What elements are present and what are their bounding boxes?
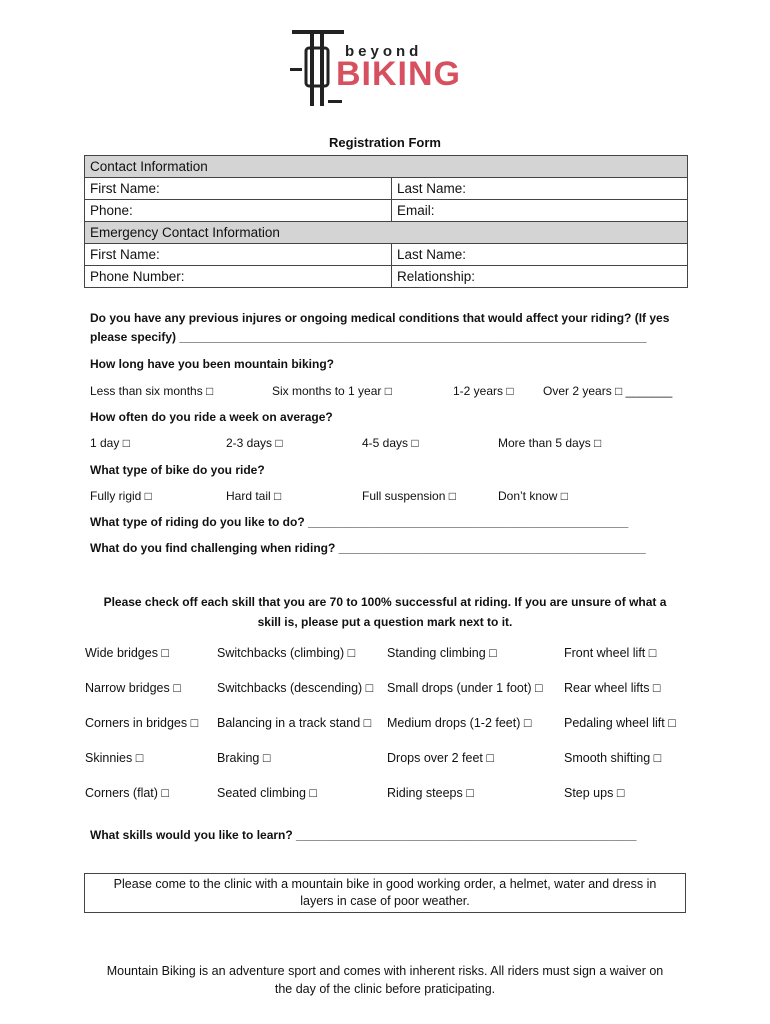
skill-checkbox[interactable]: Small drops (under 1 foot) □: [387, 681, 543, 695]
skill-checkbox[interactable]: Pedaling wheel lift □: [564, 716, 676, 730]
emergency-phone-field[interactable]: Phone Number:: [85, 266, 392, 288]
email-field[interactable]: Email:: [392, 200, 688, 222]
clinic-note-line2: layers in case of poor weather.: [300, 894, 470, 908]
bike-type-option[interactable]: Fully rigid □: [90, 489, 152, 503]
skill-checkbox[interactable]: Corners in bridges □: [85, 716, 199, 730]
first-name-field[interactable]: First Name:: [85, 178, 392, 200]
how-often-option[interactable]: More than 5 days □: [498, 436, 602, 450]
emergency-section-header: Emergency Contact Information: [85, 222, 688, 244]
relationship-field[interactable]: Relationship:: [392, 266, 688, 288]
clinic-note-line1: Please come to the clinic with a mountain bike in good working order, a helmet, water and dress in: [113, 877, 657, 891]
how-long-option[interactable]: 1-2 years □: [453, 384, 514, 398]
logo-biking-text: BIKING: [336, 55, 461, 93]
skill-checkbox[interactable]: Riding steeps □: [387, 786, 474, 800]
how-often-option[interactable]: 4-5 days □: [362, 436, 419, 450]
form-title: Registration Form: [329, 135, 441, 150]
skill-checkbox[interactable]: Narrow bridges □: [85, 681, 181, 695]
skill-checkbox[interactable]: Switchbacks (climbing) □: [217, 646, 356, 660]
emergency-last-name-field[interactable]: Last Name:: [392, 244, 688, 266]
learn-question[interactable]: What skills would you like to learn? ___________________________________________________: [90, 828, 637, 842]
skill-checkbox[interactable]: Switchbacks (descending) □: [217, 681, 374, 695]
bike-type-option[interactable]: Hard tail □: [226, 489, 282, 503]
bike-type-option[interactable]: Full suspension □: [362, 489, 456, 503]
skill-checkbox[interactable]: Braking □: [217, 751, 271, 765]
how-often-option[interactable]: 2-3 days □: [226, 436, 283, 450]
phone-field[interactable]: Phone:: [85, 200, 392, 222]
skill-checkbox[interactable]: Drops over 2 feet □: [387, 751, 494, 765]
waiver-footer: [0, 962, 770, 998]
emergency-first-name-field[interactable]: First Name:: [85, 244, 392, 266]
injury-question-line1: Do you have any previous injures or ongoing medical conditions that would affect your riding? (If yes: [90, 311, 670, 325]
bike-type-option[interactable]: Don’t know □: [498, 489, 568, 503]
how-often-question: How often do you ride a week on average?: [90, 410, 333, 424]
skill-checkbox[interactable]: Skinnies □: [85, 751, 144, 765]
how-long-option[interactable]: Six months to 1 year □: [272, 384, 392, 398]
skill-checkbox[interactable]: Front wheel lift □: [564, 646, 657, 660]
challenging-question[interactable]: What do you find challenging when riding? ______________________________________________: [90, 541, 646, 555]
skill-checkbox[interactable]: Step ups □: [564, 786, 625, 800]
last-name-field[interactable]: Last Name:: [392, 178, 688, 200]
contact-section-header: Contact Information: [85, 156, 688, 178]
waiver-line2: the day of the clinic before praticipating.: [274, 982, 496, 996]
bike-type-question: What type of bike do you ride?: [90, 463, 265, 477]
skill-checkbox[interactable]: Corners (flat) □: [85, 786, 169, 800]
skill-checkbox[interactable]: Medium drops (1-2 feet) □: [387, 716, 532, 730]
how-long-option[interactable]: Over 2 years □ _______: [543, 384, 673, 398]
skill-checkbox[interactable]: Wide bridges □: [85, 646, 169, 660]
skill-checkbox[interactable]: Smooth shifting □: [564, 751, 662, 765]
skill-checkbox[interactable]: Balancing in a track stand □: [217, 716, 372, 730]
skill-checkbox[interactable]: Seated climbing □: [217, 786, 317, 800]
how-often-option[interactable]: 1 day □: [90, 436, 130, 450]
skills-intro-line2: skill is, please put a question mark next to it.: [257, 615, 513, 629]
logo-beyond-text: beyond: [345, 43, 423, 60]
injury-question-line2[interactable]: please specify) ______________________________________________________________________: [90, 330, 647, 344]
skills-intro-line1: Please check off each skill that you are 70 to 100% successful at riding. If you are unsure of what a: [103, 595, 667, 609]
skill-checkbox[interactable]: Rear wheel lifts □: [564, 681, 661, 695]
waiver-line1: Mountain Biking is an adventure sport and comes with inherent risks. All riders must sign a waiver on: [106, 964, 664, 978]
how-long-question: How long have you been mountain biking?: [90, 357, 335, 371]
riding-type-question[interactable]: What type of riding do you like to do? ________________________________________________: [90, 515, 629, 529]
contact-table: [84, 155, 688, 288]
skill-checkbox[interactable]: Standing climbing □: [387, 646, 497, 660]
clinic-note-box: [84, 873, 686, 913]
how-long-option[interactable]: Less than six months □: [90, 384, 214, 398]
